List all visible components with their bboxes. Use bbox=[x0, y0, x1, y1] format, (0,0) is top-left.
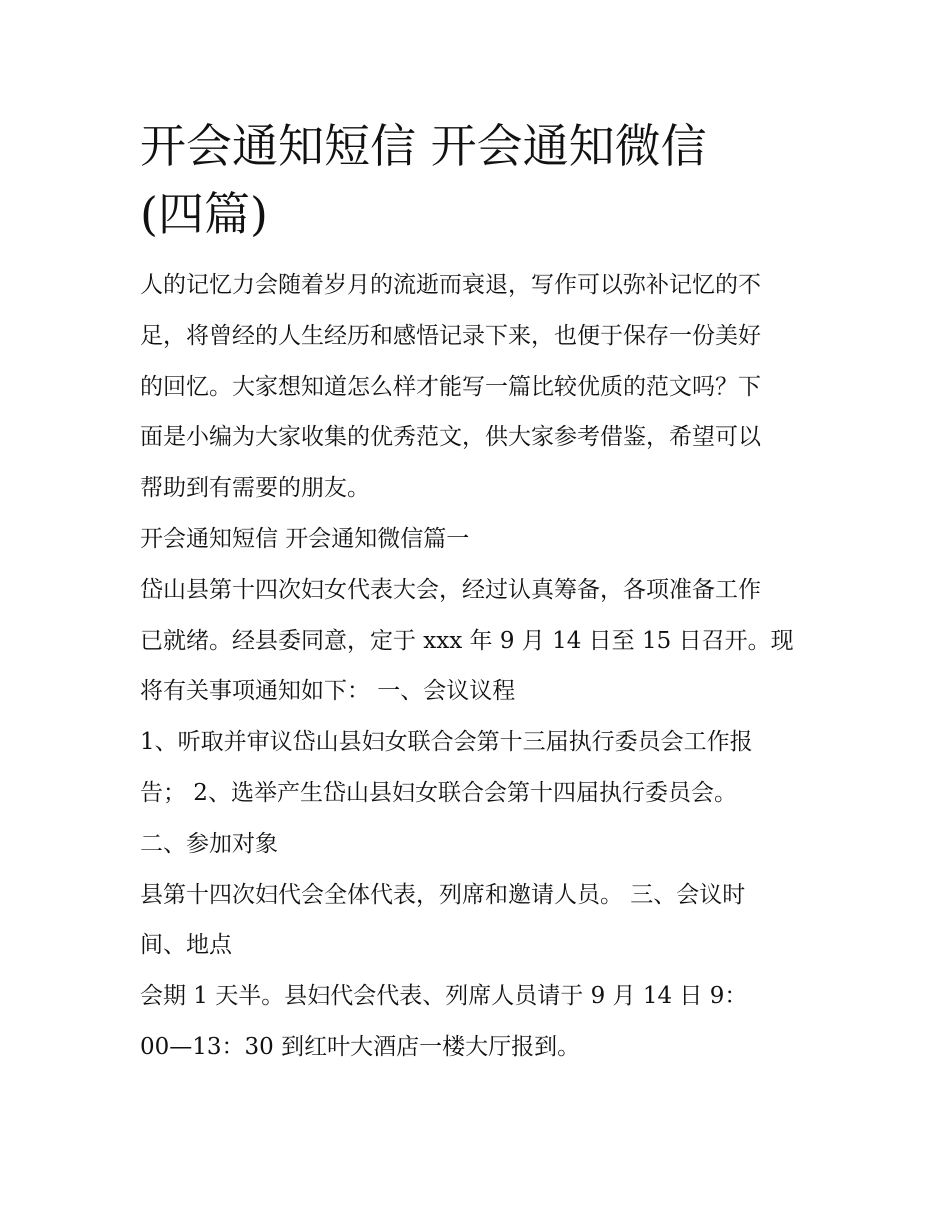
section-heading: 开会通知短信 开会通知微信篇一 bbox=[140, 525, 470, 552]
body-line: 帮助到有需要的朋友。 bbox=[140, 475, 370, 502]
body-line: 岱山县第十四次妇女代表大会，经过认真筹备，各项准备工作 bbox=[140, 576, 761, 603]
title-line: 开会通知短信 开会通知微信 bbox=[140, 119, 707, 173]
body-line: 县第十四次妇代会全体代表，列席和邀请人员。 三、会议时 bbox=[140, 881, 746, 908]
document-body bbox=[140, 260, 820, 1073]
body-line: 二、参加对象 bbox=[140, 830, 278, 857]
body-line: 足，将曾经的人生经历和感悟记录下来，也便于保存一份美好 bbox=[140, 322, 761, 349]
body-line: 间、地点 bbox=[140, 932, 232, 959]
body-line: 人的记忆力会随着岁月的流逝而衰退，写作可以弥补记忆的不 bbox=[140, 272, 761, 298]
document-page bbox=[140, 0, 820, 1073]
title-line: (四篇) bbox=[140, 187, 268, 241]
body-line: 面是小编为大家收集的优秀范文，供大家参考借鉴，希望可以 bbox=[140, 424, 761, 451]
body-line: 将有关事项通知如下： 一、会议议程 bbox=[140, 678, 516, 705]
body-line: 会期 1 天半。县妇代会代表、列席人员请于 9 月 14 日 9： bbox=[140, 983, 748, 1010]
body-line: 00—13：30 到红叶大酒店一楼大厅报到。 bbox=[140, 1033, 581, 1060]
body-line: 告； 2、选举产生岱山县妇女联合会第十四届执行委员会。 bbox=[140, 779, 737, 806]
document-title bbox=[140, 0, 820, 248]
body-line: 已就绪。经县委同意，定于 xxx 年 9 月 14 日至 15 日召开。现 bbox=[140, 627, 794, 654]
body-line: 的回忆。大家想知道怎么样才能写一篇比较优质的范文吗？下 bbox=[140, 373, 761, 400]
body-line: 1、听取并审议岱山县妇女联合会第十三届执行委员会工作报 bbox=[140, 729, 753, 756]
